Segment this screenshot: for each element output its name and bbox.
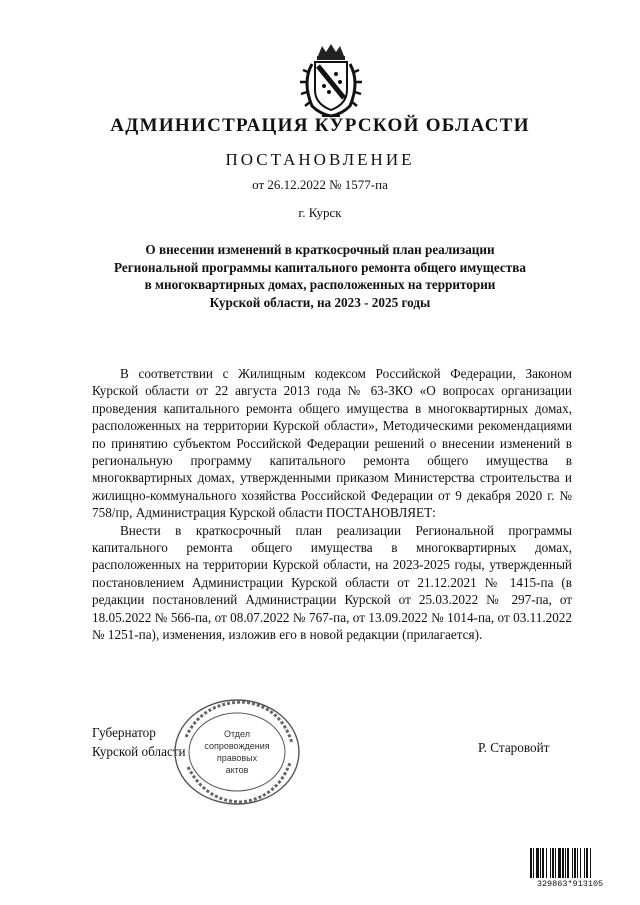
barcode-bar	[586, 848, 588, 878]
stamp-line: правовых	[216, 753, 258, 763]
signatory-name: Р. Старовойт	[478, 740, 550, 755]
document-subject	[80, 241, 560, 311]
barcode-bar	[555, 848, 556, 878]
barcode-bar	[580, 848, 581, 878]
document-body	[92, 365, 572, 644]
barcode-number: 329863*913105	[536, 879, 604, 889]
barcode-bar	[558, 848, 561, 878]
stamp-line: актов	[225, 765, 249, 775]
subject-line: О внесении изменений в краткосрочный план реализации	[145, 242, 495, 257]
barcode-bar	[572, 848, 573, 878]
barcode-bar	[562, 848, 564, 878]
barcode-icon	[530, 848, 610, 878]
barcode-bar	[574, 848, 576, 878]
document-type: ПОСТАНОВЛЕНИЕ	[225, 150, 415, 169]
signatory-position-line: Губернатор	[92, 725, 156, 740]
document-date-number: от 26.12.2022 № 1577-па	[252, 177, 388, 192]
signatory-position-line: Курской области	[92, 744, 186, 759]
barcode-bar	[565, 848, 566, 878]
barcode-bar	[533, 848, 534, 878]
subject-line: Курской области, на 2023 - 2025 годы	[209, 294, 431, 310]
barcode-bar	[536, 848, 539, 878]
kursk-coat-of-arms-icon	[298, 42, 364, 120]
document-city: г. Курск	[298, 205, 342, 220]
body-paragraph: В соответствии с Жилищным кодексом Российской Федерации, Законом Курской области от 22 августа 2013 года № 63-ЗКО «О вопросах организации проведения капитального ремонта общего имущества в многоквартирных домах, расположенных на территории Курской области», Методическими рекомендациями по принятию субъектом Российской Федерации решений о внесении изменений в региональную программу капитального ремонта общего имущества в многоквартирных домах, утвержденными приказом Министерства строительства и жилищно-коммунального хозяйства Российской Федерации от 9 декабря 2020 г. № 758/пр, Администрация Курской области ПОСТАНОВЛЯЕТ:	[92, 366, 572, 521]
barcode-bar	[542, 848, 544, 878]
barcode-bar	[546, 848, 547, 878]
stamp-text	[190, 728, 284, 776]
subject-line: в многоквартирных домах, расположенных на территории	[144, 277, 496, 293]
barcode-bar	[540, 848, 541, 878]
organization-title: АДМИНИСТРАЦИЯ КУРСКОЙ ОБЛАСТИ	[110, 115, 530, 136]
barcode-bar	[550, 848, 551, 878]
barcode-bar	[584, 848, 585, 878]
stamp-line: Отдел	[223, 729, 251, 739]
barcode-bar	[530, 848, 532, 878]
subject-line: Региональной программы капитального ремонта общего имущества	[114, 259, 526, 275]
barcode-bar	[590, 848, 591, 878]
barcode-bar	[567, 848, 569, 878]
barcode-bar	[577, 848, 578, 878]
barcode-bar	[552, 848, 554, 878]
stamp-line: сопровождения	[204, 741, 270, 751]
body-paragraph: Внести в краткосрочный план реализации Региональной программы капитального ремонта общего имущества в многоквартирных домах, расположенных на территории Курской области, на 2023-2025 годы, утвержденный постановлением Администрации Курской области от 21.12.2021 № 1415-па (в редакции постановлений Администрации Курской от 25.03.2022 № 297-па, от 18.05.2022 № 566-па, от 08.07.2022 № 767-па, от 13.09.2022 № 1014-па, от 03.11.2022 № 1251-па), изменения, изложив его в новой редакции (прилагается).	[92, 522, 572, 643]
